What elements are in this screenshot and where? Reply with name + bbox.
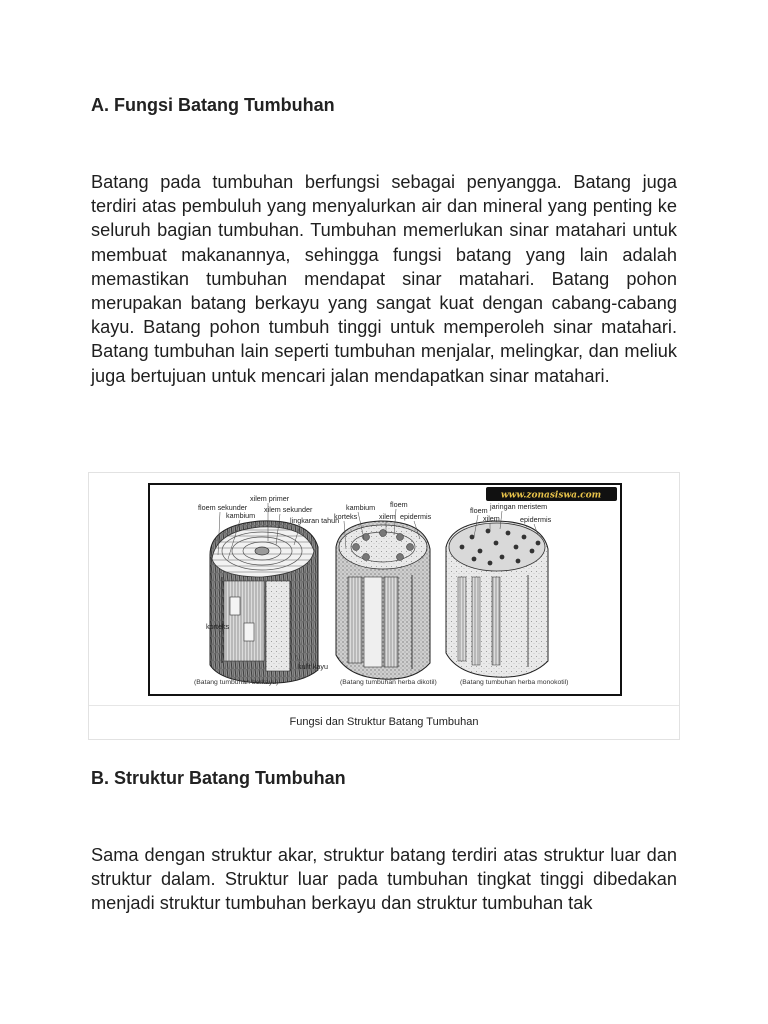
label-lingkaran-tahun: lingkaran tahun xyxy=(290,516,340,525)
caption-herba-monokotil: (Batang tumbuhan herba monokotil) xyxy=(460,679,569,686)
paragraph-b: Sama dengan struktur akar, struktur batang terdiri atas struktur luar dan struktur dalam. Struktur luar pada tumbuhan tingkat tinggi dibedakan menjadi struktur tumbuhan berkayu dan struktur tumbuhan tak xyxy=(91,845,677,914)
label-floem-2: floem xyxy=(390,500,408,509)
label-floem-sekunder: floem sekunder xyxy=(198,503,248,512)
monocot-stem-illustration xyxy=(446,521,548,677)
label-korteks-1: korteks xyxy=(206,622,230,631)
label-korteks-2: korteks xyxy=(334,512,358,521)
figure-caption: Fungsi dan Struktur Batang Tumbuhan xyxy=(289,716,479,728)
label-epidermis-2: epidermis xyxy=(400,512,432,521)
paragraph-a: Batang pada tumbuhan berfungsi sebagai penyangga. Batang juga terdiri atas pembuluh yang menyalurkan air dan mineral yang penting ke seluruh bagian tumbuhan. Tumbuhan memerlukan sinar matahari untuk membuat makanannya, sehingga fungsi batang yang lain adalah memastikan tumbuhan mendapat sinar matahari. Batang pohon merupakan batang berkayu yang sangat kuat dengan cabang-cabang kayu. Batang pohon tumbuh tinggi untuk memperoleh sinar matahari. Batang tumbuhan lain seperti tumbuhan menjalar, melingkar, dan meliuk juga bertujuan untuk mencari jalan mendapatkan sinar matahari. xyxy=(91,172,677,386)
figure-block xyxy=(88,472,680,740)
label-epidermis-3: epidermis xyxy=(520,515,552,524)
label-xilem-primer: xilem primer xyxy=(250,494,290,503)
label-floem-3: floem xyxy=(470,506,488,515)
label-kambium-2: kambium xyxy=(346,503,376,512)
watermark-text: www.zonasiswa.com xyxy=(500,490,602,501)
label-jaringan-meristem: jaringan meristem xyxy=(490,502,548,511)
label-kulit-kayu: kulit kayu xyxy=(298,662,328,671)
label-kambium-1: kambium xyxy=(226,511,256,520)
caption-woody: (Batang tumbuhan berkayu) xyxy=(194,679,279,686)
panel-captions xyxy=(194,679,568,686)
stem-structure-diagram xyxy=(148,483,622,696)
label-xilem-2: xilem xyxy=(379,512,396,521)
stem-diagram-svg xyxy=(150,485,620,694)
label-xilem-sekunder: xilem sekunder xyxy=(264,505,313,514)
label-xilem-3: xilem xyxy=(483,514,500,523)
figure-divider xyxy=(89,705,679,706)
section-heading-b: B. Struktur Batang Tumbuhan xyxy=(91,768,346,788)
watermark xyxy=(486,487,617,501)
herbaceous-dicot-stem-illustration xyxy=(336,521,430,679)
woody-stem-illustration xyxy=(210,521,318,683)
caption-herba-dikotil: (Batang tumbuhan herba dikotil) xyxy=(340,679,437,686)
section-heading-a: A. Fungsi Batang Tumbuhan xyxy=(91,95,335,115)
